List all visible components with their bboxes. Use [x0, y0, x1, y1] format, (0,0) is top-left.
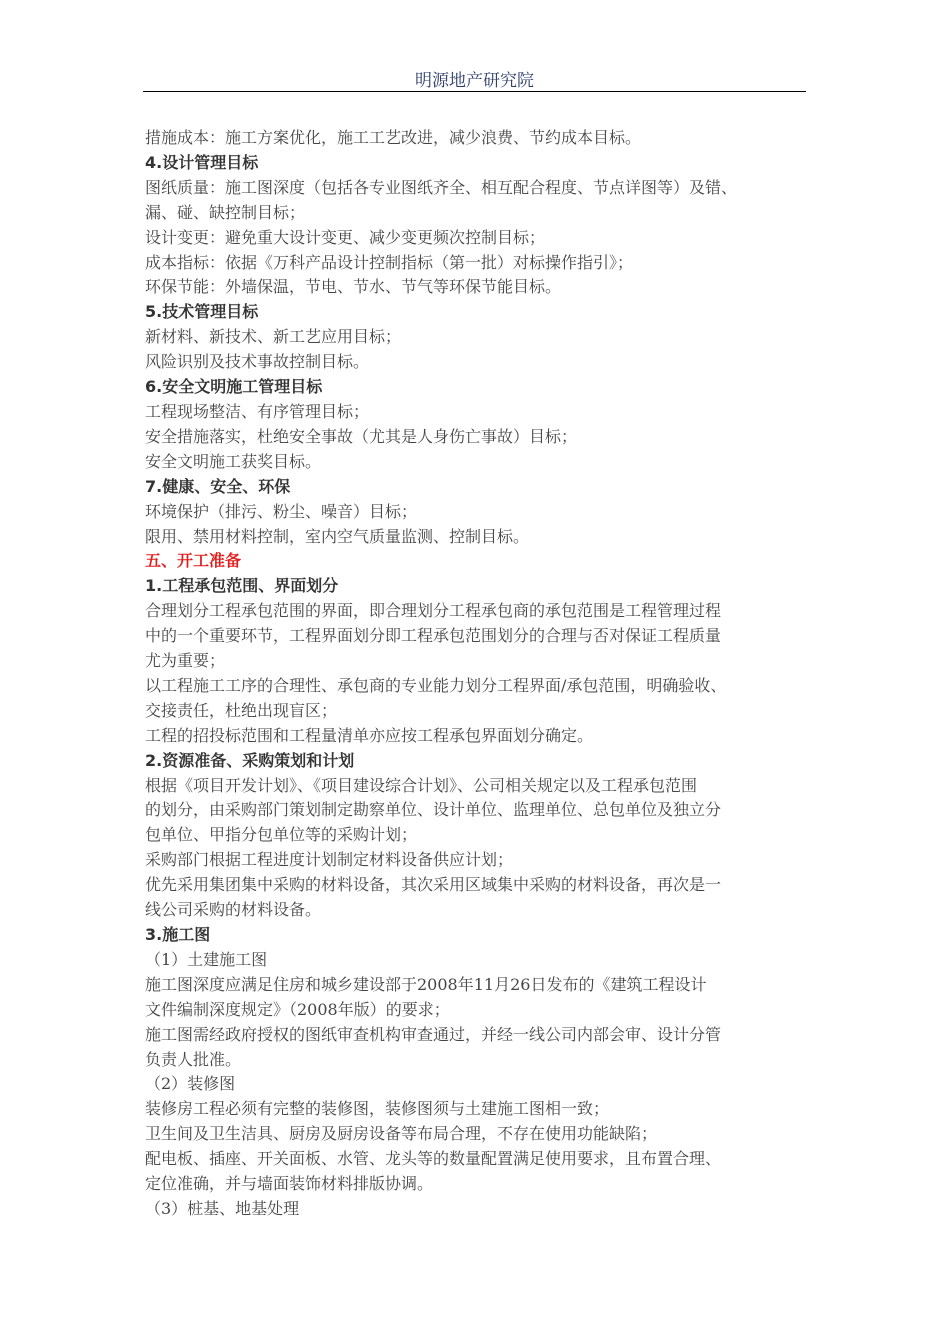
page-header-title: 明源地产研究院	[415, 71, 534, 91]
paragraph-line: 漏、碰、缺控制目标；	[145, 202, 306, 222]
section-heading: 6.安全文明施工管理目标	[145, 377, 323, 397]
section-heading: 2.资源准备、采购策划和计划	[145, 750, 355, 770]
paragraph-line: 环境保护（排污、粉尘、噪音）目标；	[145, 501, 418, 521]
document-body	[145, 126, 817, 1222]
paragraph-line: 的划分，由采购部门策划制定勘察单位、设计单位、监理单位、总包单位及独立分	[145, 800, 722, 820]
paragraph-line: 成本指标：依据《万科产品设计控制指标（第一批）对标操作指引》；	[145, 252, 634, 272]
paragraph-line: 工程现场整洁、有序管理目标；	[145, 401, 370, 421]
paragraph-line: 新材料、新技术、新工艺应用目标；	[145, 327, 402, 347]
paragraph-line: 以工程施工工序的合理性、承包商的专业能力划分工程界面/承包范围，明确验收、	[145, 675, 727, 695]
paragraph-line: 装修房工程必须有完整的装修图，装修图须与土建施工图相一致；	[145, 1099, 610, 1119]
paragraph-line: 中的一个重要环节，工程界面划分即工程承包范围划分的合理与否对保证工程质量	[145, 626, 722, 646]
section-heading: 4.设计管理目标	[145, 152, 259, 172]
paragraph-line: 根据《项目开发计划》、《项目建设综合计划》、公司相关规定以及工程承包范围	[145, 775, 698, 795]
paragraph-line: 安全文明施工获奖目标。	[145, 451, 322, 471]
paragraph-line: （1）土建施工图	[145, 949, 268, 969]
paragraph-line: 安全措施落实，杜绝安全事故（尤其是人身伤亡事故）目标；	[145, 426, 578, 446]
paragraph-line: 线公司采购的材料设备。	[145, 900, 322, 920]
section-heading: 五、开工准备	[145, 551, 242, 571]
paragraph-line: 优先采用集团集中采购的材料设备，其次采用区域集中采购的材料设备，再次是一	[145, 875, 722, 895]
paragraph-line: 施工图需经政府授权的图纸审查机构审查通过，并经一线公司内部会审、设计分管	[145, 1024, 722, 1044]
paragraph-line: 负责人批准。	[145, 1049, 242, 1069]
paragraph-line: 设计变更：避免重大设计变更、减少变更频次控制目标；	[145, 227, 546, 247]
paragraph-line: 包单位、甲指分包单位等的采购计划；	[145, 825, 418, 845]
section-heading: 3.施工图	[145, 925, 211, 944]
paragraph-line: 图纸质量：施工图深度（包括各专业图纸齐全、相互配合程度、节点详图等）及错、	[145, 177, 738, 197]
paragraph-line: 定位准确，并与墙面装饰材料排版协调。	[145, 1174, 434, 1194]
paragraph-line: 工程的招投标范围和工程量清单亦应按工程承包界面划分确定。	[145, 725, 594, 745]
section-heading: 5.技术管理目标	[145, 302, 259, 322]
paragraph-line: 交接责任，杜绝出现盲区；	[145, 700, 338, 720]
paragraph-line: 限用、禁用材料控制，室内空气质量监测、控制目标。	[145, 526, 530, 546]
paragraph-line: 尤为重要；	[145, 651, 226, 671]
header-rule	[143, 91, 806, 92]
paragraph-line: （2）装修图	[145, 1074, 236, 1094]
paragraph-line: 合理划分工程承包范围的界面，即合理划分工程承包商的承包范围是工程管理过程	[145, 601, 722, 621]
paragraph-line: 施工图深度应满足住房和城乡建设部于2008年11月26日发布的《建筑工程设计	[145, 974, 707, 994]
section-heading: 7.健康、安全、环保	[145, 476, 291, 496]
paragraph-line: 措施成本：施工方案优化，施工工艺改进，减少浪费、节约成本目标。	[145, 128, 642, 147]
paragraph-line: 卫生间及卫生洁具、厨房及厨房设备等布局合理，不存在使用功能缺陷；	[145, 1124, 658, 1144]
paragraph-line: 配电板、插座、开关面板、水管、龙头等的数量配置满足使用要求，且布置合理、	[145, 1149, 722, 1169]
section-heading: 1.工程承包范围、界面划分	[145, 576, 339, 596]
paragraph-line: （3）桩基、地基处理	[145, 1198, 300, 1218]
paragraph-line: 环保节能：外墙保温，节电、节水、节气等环保节能目标。	[145, 277, 562, 297]
paragraph-line: 文件编制深度规定》（2008年版）的要求；	[145, 999, 450, 1019]
paragraph-line: 风险识别及技术事故控制目标。	[145, 352, 370, 372]
paragraph-line: 采购部门根据工程进度计划制定材料设备供应计划；	[145, 850, 514, 870]
